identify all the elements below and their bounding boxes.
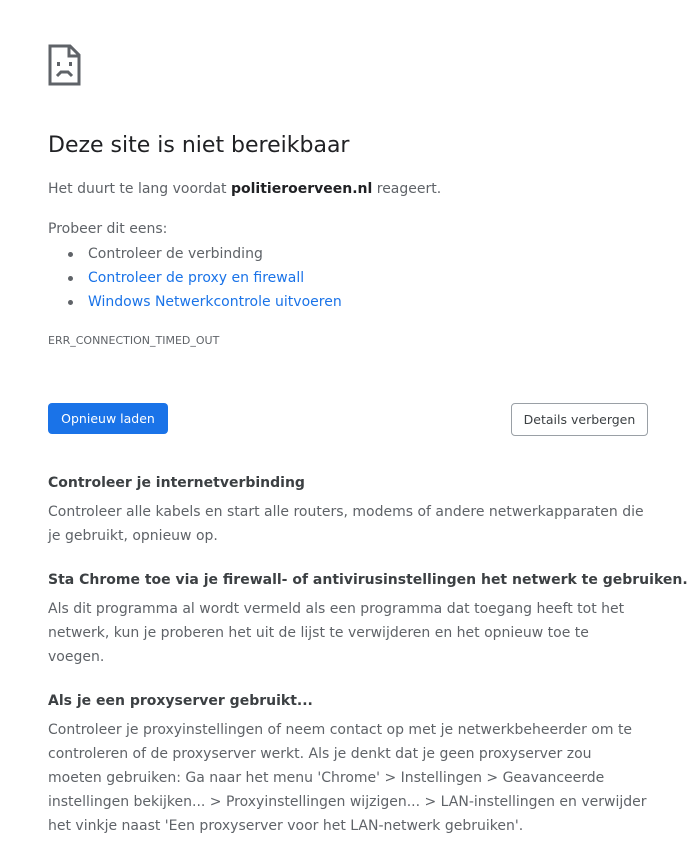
details-heading: Controleer je internetverbinding [48,475,305,491]
details-heading: Sta Chrome toe via je firewall- of antivirusinstellingen het netwerk te gebruiken. [48,572,688,588]
page-title: Deze site is niet bereikbaar [48,133,350,158]
intro-text-after: reageert. [376,181,442,197]
suggestion-check-connection: Controleer de verbinding [88,244,342,268]
try-heading: Probeer dit eens: [48,221,168,237]
details-body: Als dit programma al wordt vermeld als een programma dat toegang heeft tot het netwerk, kun je proberen het uit de lijst te verwijderen en het opnieuw toe te voegen. [48,601,625,665]
host-name: politieroerveen.nl [230,181,373,197]
reload-button[interactable]: Opnieuw laden [48,403,168,434]
details-panel [48,473,688,838]
suggestion-check-proxy-link[interactable]: Controleer de proxy en firewall [88,268,342,292]
details-body: Controleer je proxyinstellingen of neem contact op met je netwerkbeheerder om te controleren of de proxyserver werkt. Als je denkt dat je geen proxyserver zou moeten gebruiken: Ga naar het menu 'Chrome' > Instellingen > Geavanceerde instellingen bekijken... > Proxyinstellingen wijzigen... > LAN-instellingen en verwijder het vinkje naast 'Een proxyserver voor het LAN-netwerk gebruiken'. [48,722,647,834]
details-section [48,473,648,548]
details-section [48,570,688,669]
intro-text-before: Het duurt te lang voordat [48,181,227,197]
suggestion-network-diagnostics-link[interactable]: Windows Netwerkcontrole uitvoeren [88,292,342,316]
sad-page-icon [48,44,81,86]
hide-details-button[interactable]: Details verbergen [511,403,648,436]
details-heading: Als je een proxyserver gebruikt... [48,693,313,709]
suggestion-list [48,244,342,316]
details-body: Controleer alle kabels en start alle routers, modems of andere netwerkapparaten die je gebruikt, opnieuw op. [48,504,644,544]
error-intro [48,181,441,197]
error-code: ERR_CONNECTION_TIMED_OUT [48,334,220,347]
details-section [48,691,648,838]
